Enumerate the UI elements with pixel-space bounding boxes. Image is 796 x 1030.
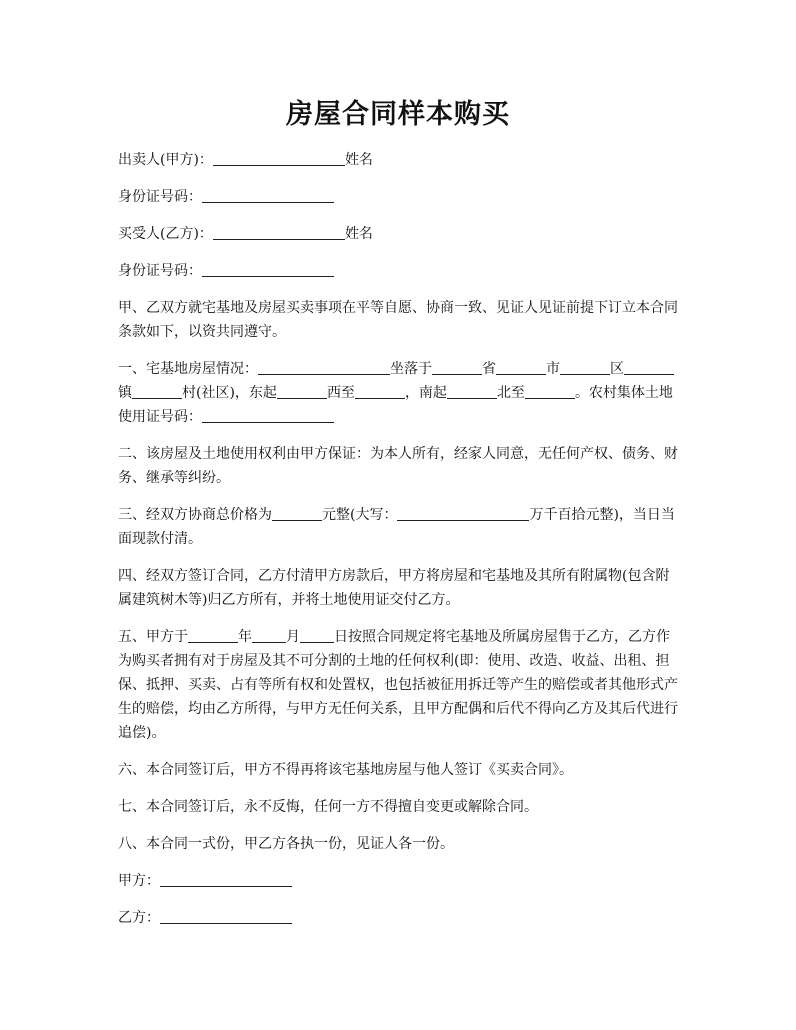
clause5-text: 月 xyxy=(286,629,300,645)
clause1-text: 西至 xyxy=(326,385,355,401)
buyer-id-line xyxy=(118,259,680,283)
clause1-blank xyxy=(277,382,327,399)
buyer-line xyxy=(118,222,680,246)
clause1-blank xyxy=(432,358,482,375)
clause3-text: 万千百拾元整)，当日当面现款付清。 xyxy=(118,507,675,547)
seller-id-label: 身份证号码： xyxy=(118,189,202,205)
contract-body xyxy=(118,148,680,943)
buyer-id-label: 身份证号码： xyxy=(118,263,202,279)
party-a-signature-blank xyxy=(160,870,292,887)
clause3-text: 元整(大写： xyxy=(322,507,398,523)
seller-name-blank xyxy=(213,149,345,166)
party-b-signature xyxy=(118,906,680,930)
clause1-text: 北至 xyxy=(496,385,525,401)
clause1-blank xyxy=(525,382,575,399)
clause1-text: 村(社区)，东起 xyxy=(182,385,277,401)
clause1-text: ，南起 xyxy=(404,385,447,401)
clause1-blank xyxy=(447,382,497,399)
document-title: 房屋合同样本购买 xyxy=(286,99,510,130)
seller-id-line xyxy=(118,185,680,209)
clause5-text: 日按照合同规定将宅基地及所属房屋售于乙方，乙方作为购买者拥有对于房屋及其不可分割的土地的任何权利(即：使用、改造、收益、出租、担保、抵押、买卖、占有等所有权和处置权，也包括被征用拆迁等产生的赔偿或者其他形式产生的赔偿，均由乙方所得，与甲方无任何关系，且甲方配偶和后代不得向乙方及其后代进行追偿)。 xyxy=(118,629,678,741)
clause1-blank xyxy=(560,358,610,375)
party-a-label: 甲方： xyxy=(118,873,160,889)
clause3-prefix: 三、经双方协商总价格为 xyxy=(118,507,272,523)
clause-5 xyxy=(118,625,680,745)
clause1-prefix: 一、宅基地房屋情况： xyxy=(118,361,258,377)
price-words-blank xyxy=(397,504,529,521)
clause-6: 六、本合同签订后，甲方不得再将该宅基地房屋与他人签订《买卖合同》。 xyxy=(118,762,573,778)
clause-7: 七、本合同签订后，永不反悔，任何一方不得擅自变更或解除合同。 xyxy=(118,799,538,815)
seller-label: 出卖人(甲方)： xyxy=(118,152,213,168)
clause1-blank xyxy=(132,382,182,399)
clause1-text: 市 xyxy=(546,361,560,377)
year-blank xyxy=(188,626,238,643)
clause-4: 四、经双方签订合同，乙方付清甲方房款后，甲方将房屋和宅基地及其所有附属物(包含附属建筑树木等)归乙方所有，并将土地使用证交付乙方。 xyxy=(118,568,670,608)
clause-1 xyxy=(118,357,680,429)
clause-2: 二、该房屋及土地使用权利由甲方保证：为本人所有，经家人同意，无任何产权、债务、财务、继承等纠纷。 xyxy=(118,446,678,486)
party-b-signature-blank xyxy=(160,907,292,924)
month-blank xyxy=(252,626,286,643)
clause1-text: 坐落于 xyxy=(390,361,432,377)
seller-id-blank xyxy=(202,186,334,203)
clause-8: 八、本合同一式份，甲乙方各执一份，见证人各一份。 xyxy=(118,836,454,852)
clause-3 xyxy=(118,503,680,551)
buyer-id-blank xyxy=(202,260,334,277)
clause1-blank xyxy=(496,358,546,375)
clause5-text: 年 xyxy=(238,629,252,645)
clause1-text: 。农村集体土地使用证号码： xyxy=(118,385,673,425)
clause5-prefix: 五、甲方于 xyxy=(118,629,188,645)
clause1-text: 镇 xyxy=(118,385,132,401)
buyer-suffix: 姓名 xyxy=(344,226,373,242)
clause1-blank xyxy=(355,382,405,399)
clause1-blank-house xyxy=(258,358,390,375)
intro-paragraph: 甲、乙双方就宅基地及房屋买卖事项在平等自愿、协商一致、见证人见证前提下订立本合同条款如下，以资共同遵守。 xyxy=(118,300,678,340)
seller-suffix: 姓名 xyxy=(344,152,373,168)
clause1-text: 区 xyxy=(610,361,624,377)
price-blank xyxy=(272,504,322,521)
seller-line xyxy=(118,148,680,172)
clause1-blank xyxy=(624,358,674,375)
buyer-label: 买受人(乙方)： xyxy=(118,226,213,242)
clause1-text: 省 xyxy=(482,361,496,377)
party-b-label: 乙方： xyxy=(118,910,160,926)
buyer-name-blank xyxy=(213,223,345,240)
party-a-signature xyxy=(118,869,680,893)
day-blank xyxy=(300,626,334,643)
land-cert-blank xyxy=(202,406,334,423)
